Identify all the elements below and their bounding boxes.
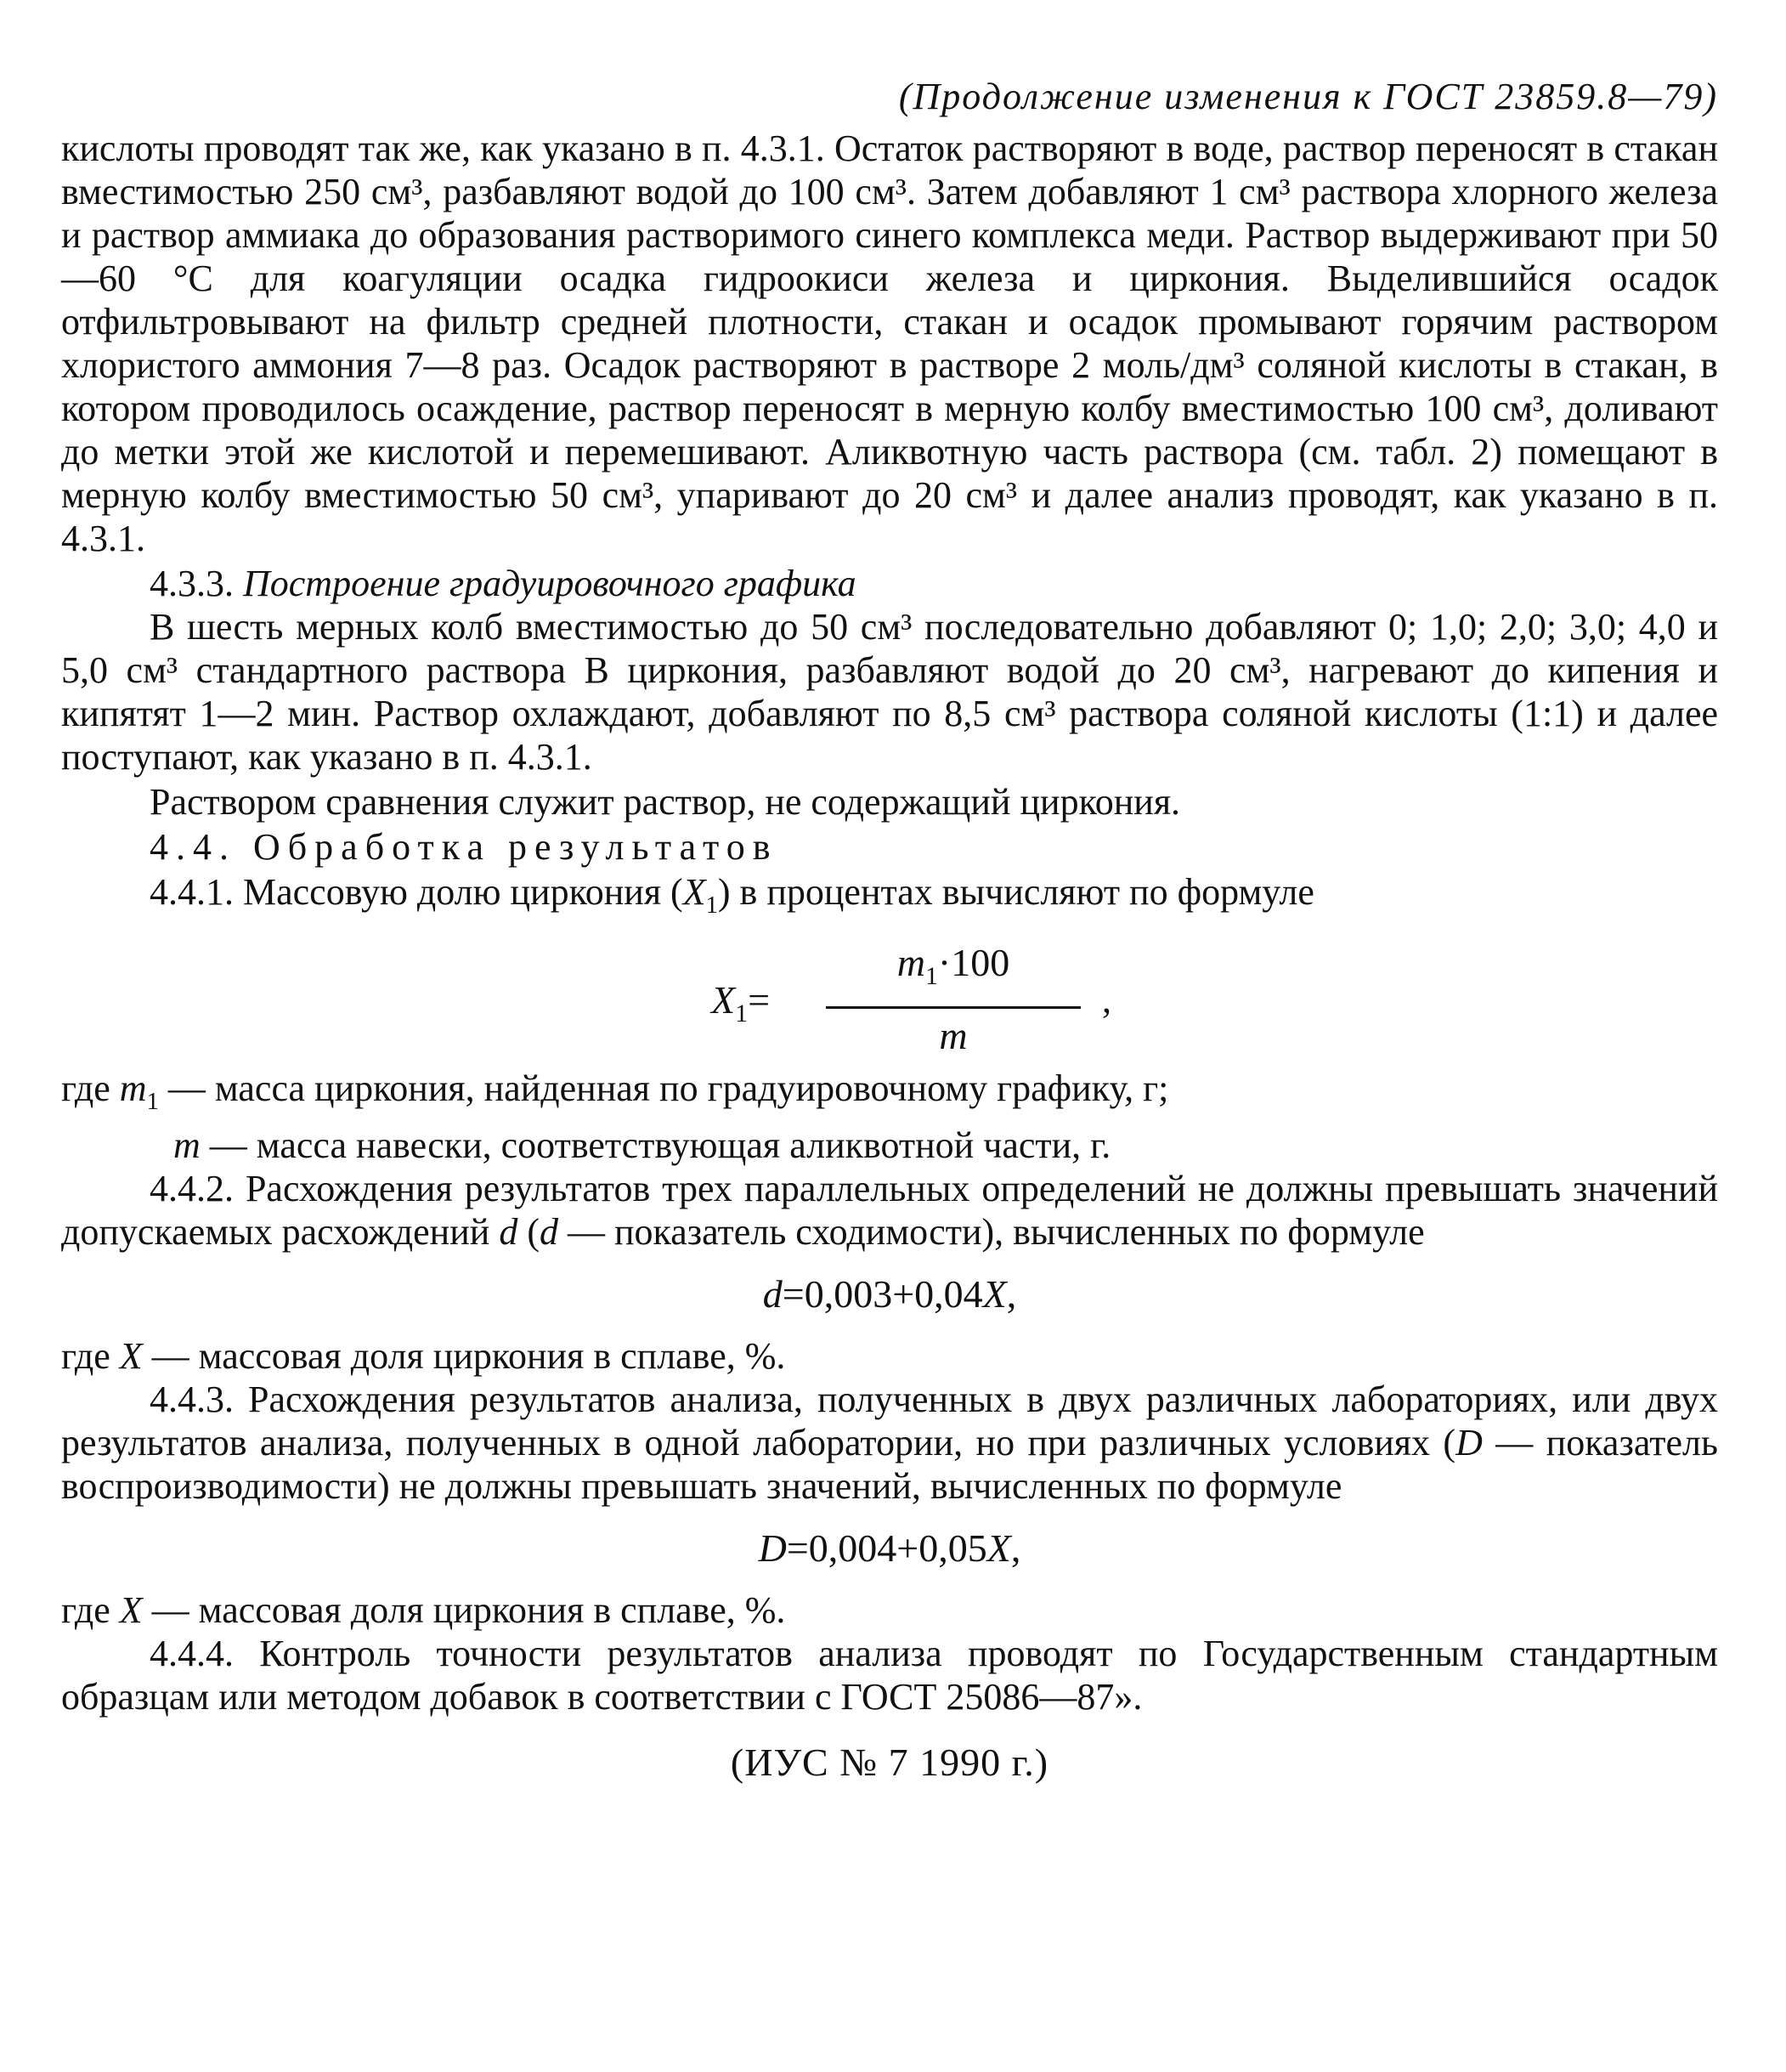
paragraph-calibration: В шесть мерных колб вместимостью до 50 см³ последовательно добавляют 0; 1,0; 2,0; 3,0; 4,0 и 5,0 см³ стандартного раствора В циркония, разбавляют водой до 20 см³, нагревают до кипения и кипятят 1—2 мин. Раствор охлаждают, добавляют по 8,5 см³ раствора соляной кислоты (1:1) и далее поступают, как указано в п. 4.3.1.: [61, 606, 1718, 778]
section-4-3-3-heading: [61, 562, 1718, 605]
formula-lhs: $X_1=$: [711, 977, 771, 1028]
paragraph-4-4-3: 4.4.3. Расхождения результатов анализа, полученных в двух различных лабораториях, или двух результатов анализа, полученных в одной лаборатории, но при различных условиях (D — показатель воспроизводимости) не должны превышать значений, вычисленных по формуле: [61, 1378, 1719, 1507]
fraction-numerator: $m_1\cdot 100$: [896, 940, 1010, 990]
where-x-2: где X — массовая доля циркония в сплаве, %.: [61, 1588, 786, 1631]
where-x-1: где X — массовая доля циркония в сплаве, %.: [61, 1334, 786, 1377]
paragraph-reference-solution: Раствором сравнения служит раствор, не содержащий циркония.: [150, 781, 1181, 823]
formula-fraction: [826, 941, 1081, 1057]
formula-D: D=0,004+0,05X,: [758, 1526, 1021, 1570]
paragraph-4-4-2: 4.4.2. Расхождения результатов трех параллельных определений не должны превышать значений допускаемых расхождений d (d — показатель сходимости), вычисленных по формуле: [61, 1167, 1718, 1253]
footer-ius: (ИУС № 7 1990 г.): [730, 1740, 1049, 1784]
where-m1: где $m_1$ — масса циркония, найденная по градуировочному графику, г;: [61, 1067, 1169, 1115]
document-page: [61, 75, 1718, 1784]
paragraph-4-3-2-continuation: кислоты проводят так же, как указано в п. 4.3.1. Остаток растворяют в воде, раствор переносят в стакан вместимостью 250 см³, разбавляют водой до 100 см³. Затем добавляют 1 см³ раствора хлорного железа и раствор аммиака до образования растворимого синего комплекса меди. Раствор выдерживают при 50—60 °С для коагуляции осадка гидроокиси железа и циркония. Выделившийся осадок отфильтровывают на фильтр средней плотности, стакан и осадок промывают горячим раствором хлористого аммония 7—8 раз. Осадок растворяют в растворе 2 моль/дм³ соляной кислоты в стакан, в котором проводилось осаждение, раствор переносят в мерную колбу вместимостью 100 см³, доливают до метки этой же кислотой и перемешивают. Аликвотную часть раствора (см. табл. 2) помещают в мерную колбу вместимостью 50 см³, упаривают до 20 см³ и далее анализ проводят, как указано в п. 4.3.1.: [61, 127, 1718, 559]
formula-d: d=0,003+0,04X,: [762, 1271, 1017, 1316]
formula-comma: ,: [1102, 978, 1111, 1021]
paragraph-4-4-4: 4.4.4. Контроль точности результатов анализа проводят по Государственным стандартным образцам или методом добавок в соответствии с ГОСТ 25086—87».: [61, 1632, 1718, 1718]
paragraph-4-4-1: 4.4.1. Массовую долю циркония $(X_1)$ в процентах вычисляют по формуле: [150, 871, 1314, 919]
section-title: Построение градуировочного графика: [243, 563, 856, 604]
formula-x1: [61, 941, 1718, 1060]
page-header: (Продолжение изменения к ГОСТ 23859.8—79): [898, 76, 1718, 117]
section-number: 4.3.3.: [150, 563, 234, 604]
fraction-line: [826, 1006, 1081, 1009]
section-4-4-heading: 4.4. Обработка результатов: [150, 826, 778, 868]
where-m: m — масса навески, соответствующая аликвотной части, г.: [173, 1124, 1111, 1166]
variable-x: X: [682, 871, 706, 913]
fraction-denominator: m: [939, 1013, 968, 1057]
